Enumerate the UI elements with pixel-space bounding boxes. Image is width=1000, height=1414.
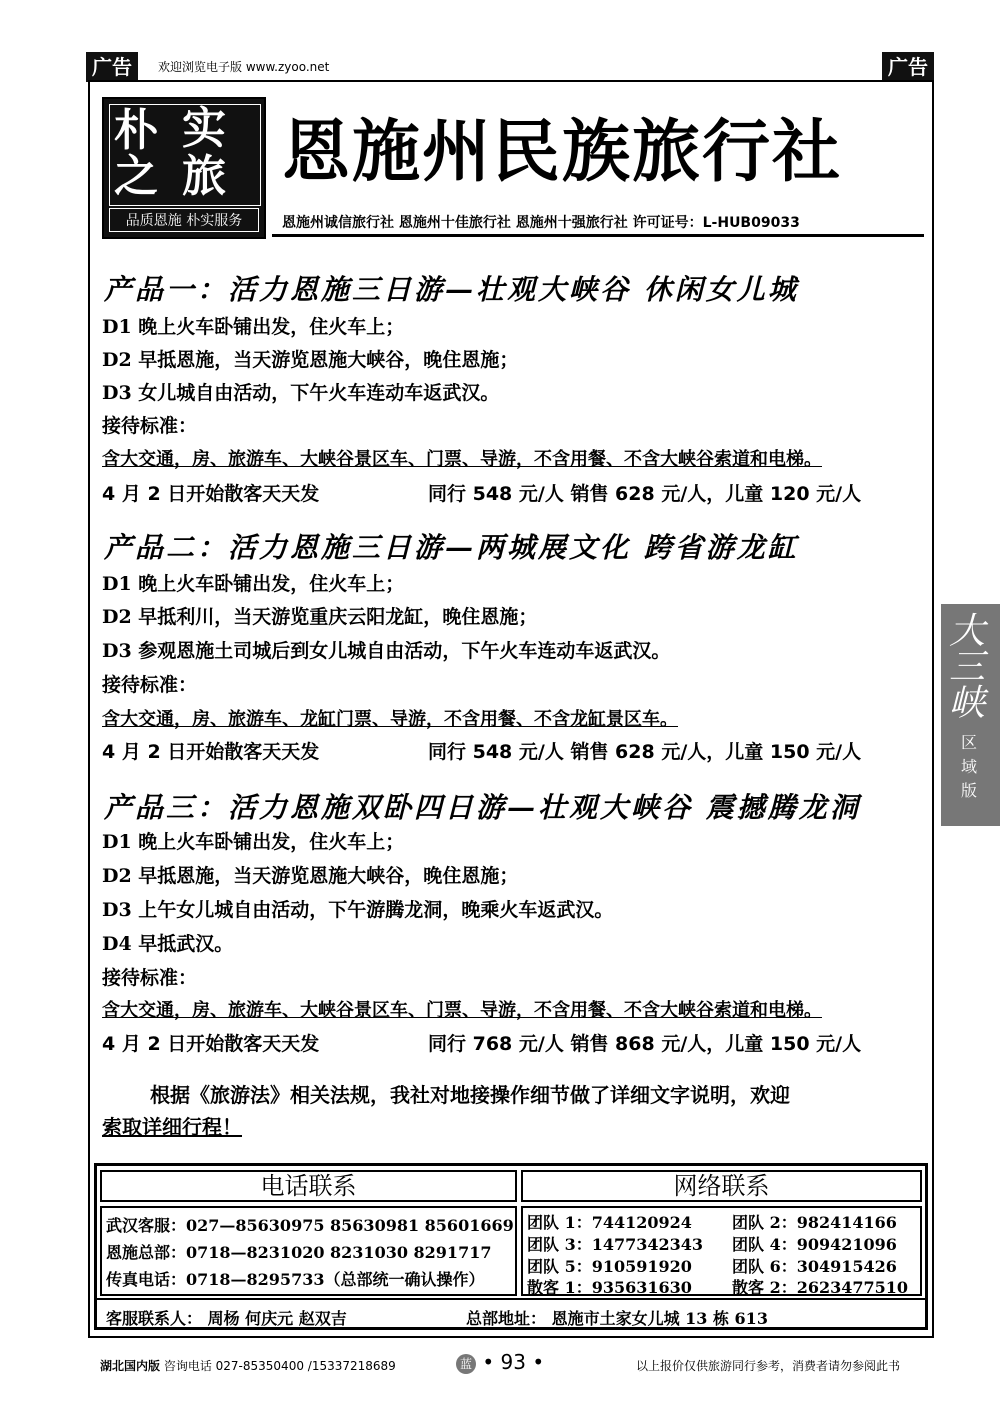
notice-line-1: 根据《旅游法》相关法规，我社对地接操作细节做了详细文字说明，欢迎 <box>150 1083 790 1107</box>
product-2-day-3: D3 参观恩施土司城后到女儿城自由活动，下午火车连动车返武汉。 <box>102 640 671 662</box>
logo-char-3: 之 <box>114 151 158 202</box>
phone-contact-heading: 电话联系 <box>100 1170 517 1202</box>
ad-tag-left: 广告 <box>86 52 138 82</box>
product-3-title: 产品三：活力恩施双卧四日游—壮观大峡谷 震撼腾龙洞 <box>104 791 861 824</box>
footer-left <box>100 1357 396 1374</box>
product-2-day-2: D2 早抵利川，当天游览重庆云阳龙缸，晚住恩施； <box>102 606 538 628</box>
qq-team-4: 团队 4：909421096 <box>732 1235 897 1254</box>
product-1-day-3: D3 女儿城自由活动，下午火车连动车返武汉。 <box>102 382 500 404</box>
page-badge-icon: 蓝 <box>456 1354 476 1374</box>
page-number-text: • 93 • <box>482 1350 545 1374</box>
footer-edition: 湖北国内版 <box>100 1359 161 1373</box>
logo-char-1: 朴 <box>114 105 158 156</box>
product-1-std-label: 接待标准： <box>102 415 198 437</box>
page-number <box>456 1350 544 1374</box>
product-3-day-3: D3 上午女儿城自由活动，下午游腾龙洞，晚乘火车返武汉。 <box>102 899 614 921</box>
company-name: 恩施州民族旅行社 <box>282 113 843 192</box>
qq-team-5: 团队 5：910591920 <box>527 1257 692 1276</box>
side-small-char-1: 区 <box>961 733 978 752</box>
side-big-char-2: 三 <box>949 647 986 688</box>
product-3-includes: 含大交通，房、旅游车、大峡谷景区车、门票、导游，不含用餐、不含大峡谷索道和电梯。 <box>102 1000 822 1021</box>
product-1-depart: 4 月 2 日开始散客天天发 <box>102 483 320 505</box>
phone-fax: 传真电话：0718—8295733（总部统一确认操作） <box>106 1270 485 1289</box>
logo-slogan: 品质恩施 朴实服务 <box>109 208 259 232</box>
qq-guest-1: 散客 1：935631630 <box>527 1278 692 1297</box>
product-1-includes: 含大交通，房、旅游车、大峡谷景区车、门票、导游，不含用餐、不含大峡谷索道和电梯。 <box>102 449 822 470</box>
product-2-price: 同行 548 元/人 销售 628 元/人，儿童 150 元/人 <box>428 741 862 763</box>
product-3-day-2: D2 早抵恩施，当天游览恩施大峡谷，晚住恩施； <box>102 865 519 887</box>
product-1-day-1: D1 晚上火车卧铺出发，住火车上； <box>102 316 405 338</box>
side-small-char-3: 版 <box>961 781 978 800</box>
header-divider <box>272 234 924 237</box>
product-2-depart: 4 月 2 日开始散客天天发 <box>102 741 320 763</box>
side-big-char-1: 大 <box>949 611 986 652</box>
product-3-day-4: D4 早抵武汉。 <box>102 933 234 955</box>
qq-team-2: 团队 2：982414166 <box>732 1213 897 1232</box>
phone-wuhan: 武汉客服：027—85630975 85630981 85601669 <box>106 1216 514 1235</box>
product-2-includes: 含大交通，房、旅游车、龙缸门票、导游，不含用餐、不含龙缸景区车。 <box>102 709 678 730</box>
hq-address: 总部地址： 恩施市土家女儿城 13 栋 613 <box>466 1309 768 1328</box>
contact-divider <box>96 1298 926 1300</box>
brand-logo <box>102 97 266 239</box>
notice-line-2: 索取详细行程！ <box>102 1115 242 1139</box>
region-side-tab <box>941 604 1000 826</box>
product-1-price: 同行 548 元/人 销售 628 元/人，儿童 120 元/人 <box>428 483 862 505</box>
product-2-std-label: 接待标准： <box>102 674 198 696</box>
product-3-depart: 4 月 2 日开始散客天天发 <box>102 1033 320 1055</box>
qq-guest-2: 散客 2：2623477510 <box>732 1278 909 1297</box>
phone-enshi: 恩施总部：0718—8231020 8231030 8291717 <box>106 1243 492 1262</box>
logo-char-2: 实 <box>182 103 226 154</box>
footer-disclaimer: 以上报价仅供旅游同行参考，消费者请勿参阅此书 <box>635 1359 900 1373</box>
logo-char-4: 旅 <box>182 151 226 202</box>
product-1-title: 产品一：活力恩施三日游—壮观大峡谷 休闲女儿城 <box>104 273 799 306</box>
net-contact-heading: 网络联系 <box>521 1170 922 1202</box>
product-2-title: 产品二：活力恩施三日游—两城展文化 跨省游龙缸 <box>104 531 799 564</box>
company-credentials: 恩施州诚信旅行社 恩施州十佳旅行社 恩施州十强旅行社 许可证号：L-HUB09033 <box>282 215 800 231</box>
product-3-day-1: D1 晚上火车卧铺出发，住火车上； <box>102 831 405 853</box>
qq-team-3: 团队 3：1477342343 <box>527 1235 704 1254</box>
qq-team-1: 团队 1：744120924 <box>527 1213 692 1232</box>
product-3-std-label: 接待标准： <box>102 967 198 989</box>
side-small-char-2: 域 <box>961 757 978 776</box>
qq-team-6: 团队 6：304915426 <box>732 1257 897 1276</box>
welcome-text: 欢迎浏览电子版 www.zyoo.net <box>158 60 330 74</box>
service-people: 客服联系人： 周杨 何庆元 赵双吉 <box>106 1309 347 1328</box>
ad-tag-right: 广告 <box>882 52 934 82</box>
product-1-day-2: D2 早抵恩施，当天游览恩施大峡谷，晚住恩施； <box>102 349 519 371</box>
product-3-price: 同行 768 元/人 销售 868 元/人，儿童 150 元/人 <box>428 1033 862 1055</box>
footer-phone: 咨询电话 027-85350400 /15337218689 <box>160 1359 396 1373</box>
product-2-day-1: D1 晚上火车卧铺出发，住火车上； <box>102 573 405 595</box>
side-big-char-3: 峡 <box>949 683 986 724</box>
